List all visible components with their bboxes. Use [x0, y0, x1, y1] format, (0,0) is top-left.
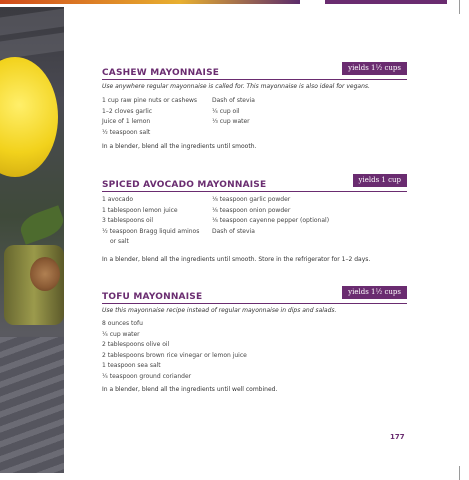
ingredient: ½ teaspoon Bragg liquid aminos — [102, 227, 200, 235]
ingredient: 2 tablespoons brown rice vinegar or lemon juice — [102, 351, 247, 359]
top-accent-bar — [325, 0, 447, 4]
title-rule — [102, 303, 407, 304]
food-photo — [0, 7, 64, 473]
ingredient: Dash of stevia — [212, 227, 255, 235]
ingredient: ½ teaspoon salt — [102, 128, 151, 136]
ingredient: ⅓ cup water — [212, 118, 250, 125]
ingredient: 1 avocado — [102, 196, 134, 203]
cloth-image — [0, 337, 64, 473]
ingredient: or salt — [110, 238, 129, 245]
recipe-instructions: In a blender, blend all the ingredients until smooth. — [102, 143, 257, 150]
ingredient: 1 tablespoon lemon juice — [102, 206, 178, 214]
recipe-yields: yields 1½ cups — [342, 62, 407, 75]
recipe-title: SPICED AVOCADO MAYONNAISE — [102, 180, 267, 190]
crop-mark — [459, 466, 460, 480]
ingredient: ¼ cup water — [102, 330, 140, 338]
recipe-title: CASHEW MAYONNAISE — [102, 68, 220, 78]
lemon-image — [0, 57, 58, 177]
cork-image — [30, 257, 60, 291]
top-color-bar — [0, 0, 300, 4]
crop-mark — [459, 0, 460, 14]
page-number: 177 — [390, 433, 405, 441]
ingredient: 2 tablespoons olive oil — [102, 341, 170, 348]
ingredients-list — [102, 319, 247, 382]
ingredient: 3 tablespoons oil — [102, 217, 154, 224]
recipe-instructions: In a blender, blend all the ingredients until well combined. — [102, 386, 278, 393]
recipe-intro: Use this mayonnaise recipe instead of regular mayonnaise in dips and salads. — [102, 307, 337, 314]
ingredient: ⅛ teaspoon onion powder — [212, 206, 291, 214]
recipe-yields: yields 1½ cups — [342, 286, 407, 299]
ingredient: 1 teaspoon sea salt — [102, 362, 161, 369]
ingredient: Dash of stevia — [212, 97, 255, 104]
recipe-intro: Use anywhere regular mayonnaise is called for. This mayonnaise is also ideal for vegans. — [102, 83, 370, 90]
ingredient: ¼ cup oil — [212, 107, 240, 115]
leaf-image — [17, 205, 64, 244]
ingredients-left — [102, 96, 197, 138]
ingredient: ⅛ teaspoon cayenne pepper (optional) — [212, 217, 330, 224]
ingredients-right — [212, 195, 329, 237]
title-rule — [102, 79, 407, 80]
title-rule — [102, 191, 407, 192]
ingredient: ⅛ teaspoon garlic powder — [212, 196, 291, 203]
ingredient: Juice of 1 lemon — [102, 118, 151, 125]
ingredient: ¼ teaspoon ground coriander — [102, 372, 192, 380]
recipe-yields: yields 1 cup — [353, 174, 407, 187]
recipe-title: TOFU MAYONNAISE — [102, 292, 203, 302]
ingredient: 1 cup raw pine nuts or cashews — [102, 97, 198, 104]
ingredients-right — [212, 96, 255, 128]
ingredients-left — [102, 195, 199, 248]
recipe-instructions: In a blender, blend all the ingredients until smooth. Store in the refrigerator for 1–2 days. — [102, 256, 371, 263]
ingredient: 1–2 cloves garlic — [102, 107, 153, 115]
ingredient: 8 ounces tofu — [102, 320, 143, 327]
